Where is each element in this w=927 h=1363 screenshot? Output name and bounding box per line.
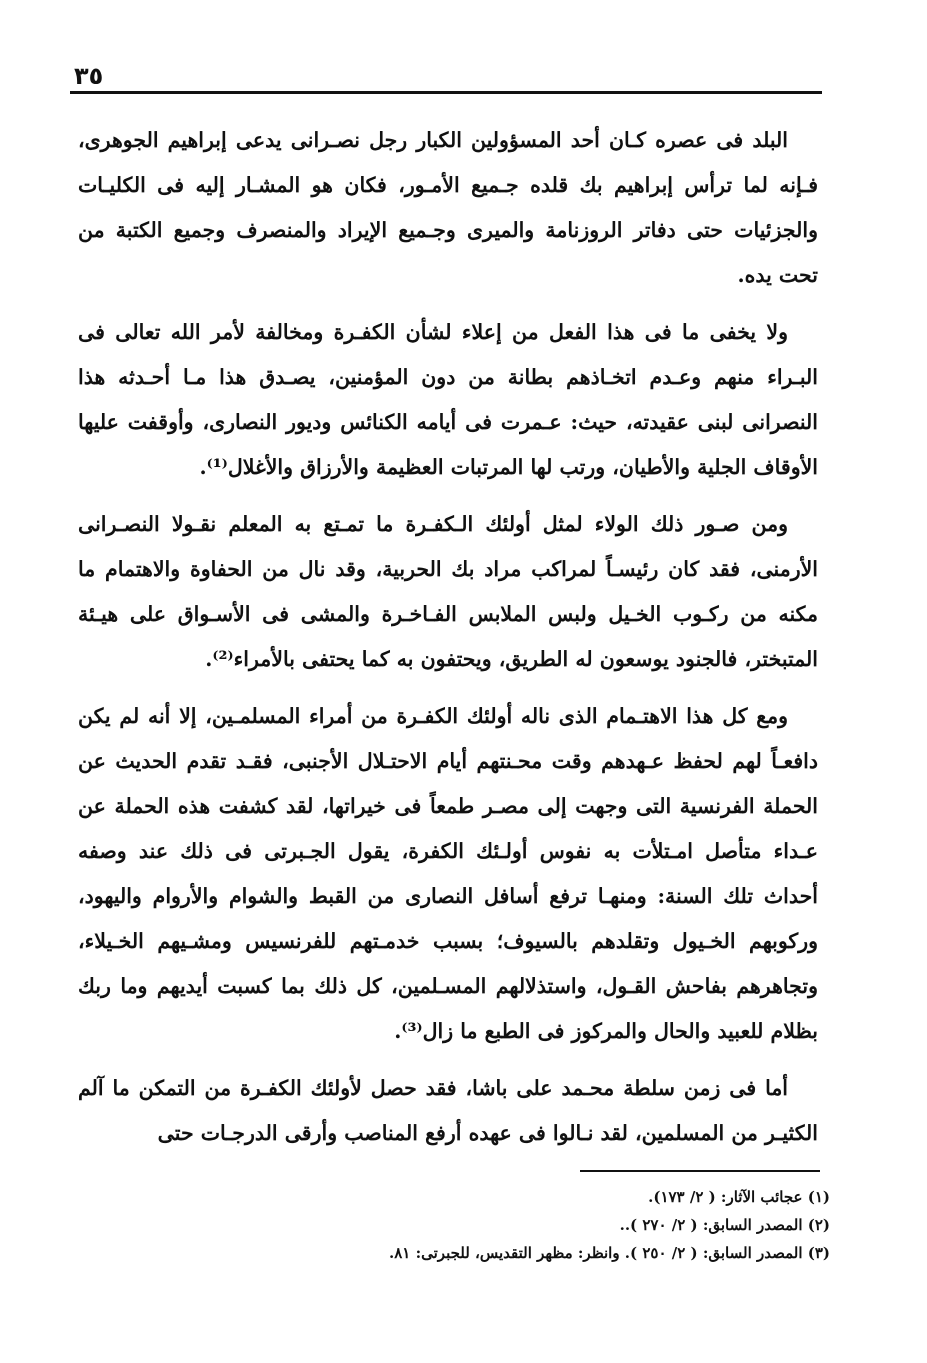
header-rule bbox=[70, 91, 822, 94]
page-number: ٣٥ bbox=[74, 62, 104, 90]
paragraph-4: ومع كل هذا الاهتـمام الذى ناله أولئك الكفـرة من أمراء المسلمـين، إلا أنه لم يكن دافعـاً لهم لحفظ عـهدهم وقت محـنتهم أيام الاحتـلال الأجنبى، فقـد تقدم الحديث عن الحملة الفرنسية التى وجهت إلى مصـر طمعاً فى خيراتها، لقد كشفت هذه الحملة عن عـداء متأصل امـتلأت به نفوس أولـئك الكفرة، يقول الجـبرتى فى ذلك عند وصفه أحداث تلك السنة: ومنهـا ترفع أسافل النصارى من القبط والشوام والأروام واليهود، وركوبهم الخـيول وتقلدهم بالسيوف؛ بسبب خدمـتهم للفرنسيس ومشـيهم الخـيلاء، وتجاهرهم بفاحش القـول، واستذلالهم المسـلمين، كل ذلك بما كسبت أيديهم وما ربك بظلام للعبيد والحال والمركوز فى الطبع ما زال⁽³⁾. bbox=[78, 704, 818, 1043]
footnote-3: (٣) المصدر السابق: ( ٢/ ٢٥٠ ). وانظر: مظهر التقديس، للجبرتى: ٨١. bbox=[389, 1244, 830, 1262]
paragraph-3: ومن صـور ذلك الولاء لمثل أولئك الـكفـرة ما تمـتع به المعلم نقـولا النصـرانى الأرمنى، فقد كان رئيسـاً لمراكب مراد بك الحربية، وقد نال من الحفاوة والاهتمام ما مكنه من ركـوب الخـيل ولبس الملابس الفـاخـرة والمشى فى الأسـواق على هيـئة المتبختر، فالجنود يوسعون له الطريق، ويحتفون به كما يحتفى بالأمراء⁽²⁾. bbox=[78, 512, 818, 671]
main-text bbox=[78, 118, 818, 1168]
footnotes bbox=[300, 1183, 830, 1267]
paragraph-5: أما فى زمن سلطة محـمد على باشا، فقد حصل لأولئك الكفـرة من التمكن ما آلم الكثيـر من المسلمين، لقد نـالوا فى عهده أرفع المناصب وأرقى الدرجـات حتى bbox=[78, 1076, 818, 1145]
footnote-rule bbox=[580, 1170, 820, 1172]
paragraph-1: البلد فى عصره كـان أحد المسؤولين الكبار رجل نصـرانى يدعى إبراهيم الجوهرى، فـإنه لما ترأس إبراهيم بك قلده جـميع الأمـور، فكان هو المشـار إليه فى الكليـات والجزئيات حتى دفاتر الروزنامة والميرى وجـميع الإيراد والمنصرف وجميع الكتبة من تحت يده. bbox=[78, 128, 818, 287]
paragraph-2: ولا يخفى ما فى هذا الفعل من إعلاء لشأن الكفـرة ومخالفة لأمر الله تعالى فى البـراء منهم وعـدم اتخـاذهم بطانة من دون المؤمنين، يصـدق هذا مـا أحـدثه هذا النصرانى لبنى عقيدته، حيث: عـمرت فى أيامه الكنائس وديور النصارى، وأوقفت عليها الأوقاف الجلية والأطيان، ورتب لها المرتبات العظيمة والأرزاق والأغلال⁽¹⁾. bbox=[78, 320, 819, 479]
footnote-2: (٢) المصدر السابق: ( ٢/ ٢٧٠ ).. bbox=[619, 1216, 830, 1234]
footnote-1: (١) عجائب الآثار: ( ٢/ ١٧٣). bbox=[648, 1188, 830, 1206]
